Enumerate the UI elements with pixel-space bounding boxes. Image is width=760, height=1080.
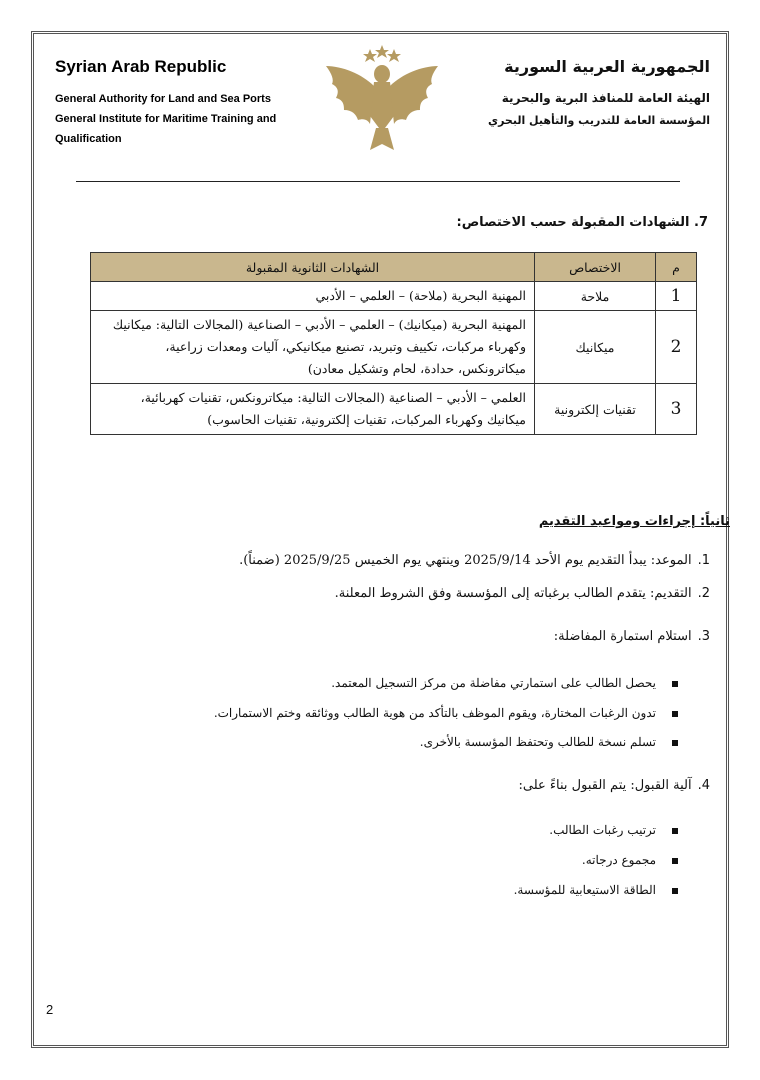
list-item: 3.استلام استمارة المفاضلة: (553, 629, 710, 644)
eagle-emblem-icon (322, 44, 442, 156)
row-number: 3 (656, 384, 697, 435)
table-row (91, 384, 697, 435)
bullet-square-icon (672, 740, 678, 746)
column-header-certificates: الشهادات الثانوية المقبولة (91, 253, 535, 282)
bullet-square-icon (672, 888, 678, 894)
row-certificates: العلمي – الأدبي – الصناعية (المجالات التالية: ميكاترونكس، تقنيات كهربائية، ميكانيك وكهرباء المركبات، تقنيات إلكترونية، تقنيات الحاسوب) (91, 384, 535, 435)
row-certificates: المهنية البحرية (ميكانيك) – العلمي – الأدبي – الصناعية (المجالات التالية: ميكانيك وكهرباء مركبات، تكييف وتبريد، تصنيع ميكانيكي، آليات ومعدات زراعية، ميكاترونكس، حدادة، لحام وتشكيل معادن) (91, 311, 535, 384)
section-2-heading: ثانياً: إجراءات ومواعيد التقديم (538, 514, 730, 529)
table-row (91, 311, 697, 384)
header-divider (76, 181, 680, 182)
row-specialty: ميكانيك (535, 311, 656, 384)
row-number: 1 (656, 282, 697, 311)
list-item: 2.التقديم: يتقدم الطالب برغباته إلى المؤسسة وفق الشروط المعلنة. (334, 586, 710, 601)
section-7-heading: 7. الشهادات المقبولة حسب الاختصاص: (456, 215, 708, 230)
bullet-item: يحصل الطالب على استمارتي مفاضلة من مركز التسجيل المعتمد. (331, 676, 678, 690)
certificates-table (90, 252, 697, 435)
bullet-item: ترتيب رغبات الطالب. (549, 823, 678, 837)
list-item: 4.آلية القبول: يتم القبول بناءً على: (518, 778, 710, 793)
page-number: 2 (46, 1002, 54, 1017)
row-number: 2 (656, 311, 697, 384)
row-specialty: تقنيات إلكترونية (535, 384, 656, 435)
header-ar-title: الجمهورية العربية السورية (504, 57, 710, 76)
header-en-authority: General Authority for Land and Sea Ports (55, 93, 271, 105)
table-header-row (91, 253, 697, 282)
column-header-specialty: الاختصاص (535, 253, 656, 282)
bullet-square-icon (672, 828, 678, 834)
bullet-item: تدون الرغبات المختارة، ويقوم الموظف بالتأكد من هوية الطالب ووثائقه وختم الاستمارات. (214, 706, 678, 720)
header-ar-institute: المؤسسة العامة للتدريب والتأهيل البحري (487, 114, 710, 127)
row-certificates: المهنية البحرية (ملاحة) – العلمي – الأدبي (91, 282, 535, 311)
header-english (55, 57, 305, 149)
column-header-num: م (656, 253, 697, 282)
bullet-square-icon (672, 858, 678, 864)
header-arabic (488, 57, 710, 132)
bullet-square-icon (672, 711, 678, 717)
header-en-institute: General Institute for Maritime Training and Qualification (55, 113, 277, 145)
bullet-item: تسلم نسخة للطالب وتحتفظ المؤسسة بالأخرى. (420, 735, 678, 749)
row-specialty: ملاحة (535, 282, 656, 311)
bullet-square-icon (672, 681, 678, 687)
table-row (91, 282, 697, 311)
header-en-title: Syrian Arab Republic (55, 57, 227, 76)
list-item: 1.الموعد: يبدأ التقديم يوم الأحد 2025/9/14 وينتهي يوم الخميس 2025/9/25 (ضمناً). (239, 553, 710, 568)
header-ar-authority: الهيئة العامة للمنافذ البرية والبحرية (501, 91, 710, 105)
bullet-item: الطاقة الاستيعابية للمؤسسة. (514, 883, 678, 897)
bullet-item: مجموع درجاته. (582, 853, 678, 867)
